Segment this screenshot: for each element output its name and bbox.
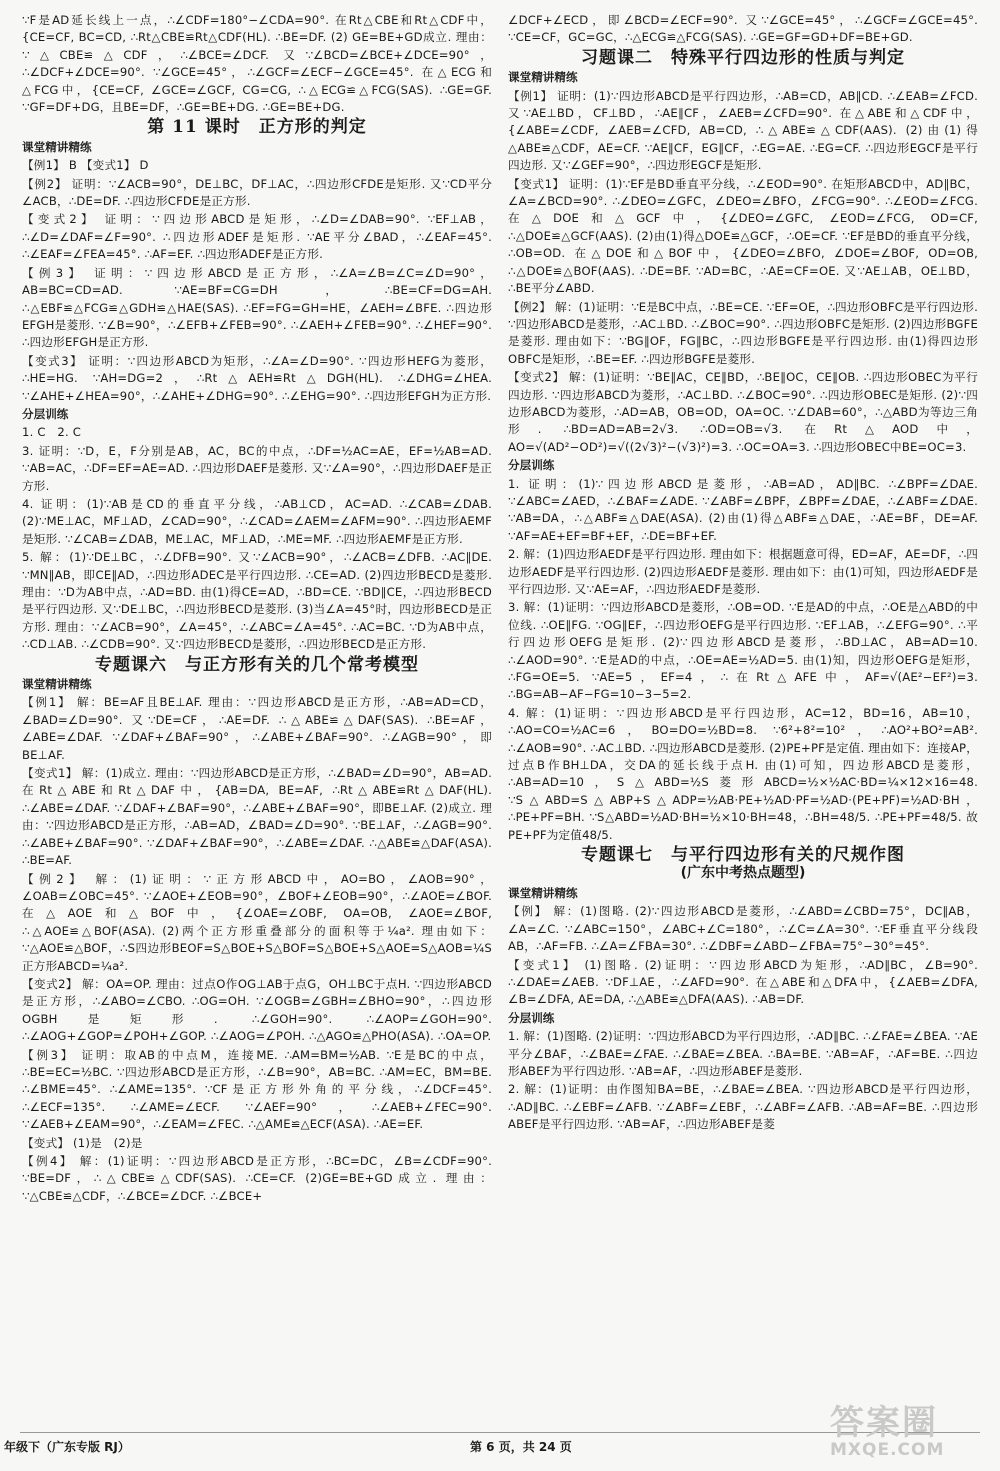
answer-paragraph: 【例1】 B 【变式1】 D: [22, 158, 149, 173]
section-label: 课堂精讲精练: [22, 677, 92, 692]
answer-paragraph: 【例2】 解：(1)证明：∵正方形ABCD中，AO=BO，∠AOB=90°，∠OAB=∠OBC=45°. ∵∠AOE+∠EOB=90°，∠BOF+∠EOB=90°，∴∠AOE=∠BOF. 在△AOE和△BOF中，{∠OAE=∠OBF, OA=OB, ∠AOE=∠BOF, ∴△AOE≌△BOF(ASA). (2)两个正方形重叠部分的面积等于¼a². 理由如下：∵△AOE≌△BOF，∴S四边形BEOF=S△BOE+S△BOF=S△BOE+S△AOE=S△AOB=¼S正方形ABCD=¼a².: [22, 871, 492, 973]
section-title: 专题课七 与平行四边形有关的尺规作图: [581, 845, 905, 866]
answer-paragraph: 【变式1】 证明：(1)∵EF是BD垂直平分线，∴∠EOD=90°. 在矩形ABCD中，AD∥BC，∠A=∠BCD=90°. ∴∠DEO=∠GFC，∠DEO=∠BFO，∠FCG=90°. ∴∠EOD=∠FCG. 在△DOE和△GCF中，{∠DEO=∠GFC, ∠EOD=∠FCG, OD=CF, ∴△DOE≌△GCF(AAS). (2)由(1)得△DOE≌△GCF，∴OE=CF. ∵EF是BD的垂直平分线，∴OB=OD. 在△DOE和△BOF中，{∠DEO=∠BFO, ∠DOE=∠BOF, OD=OB, ∴△DOE≌△BOF(AAS). ∴DE=BF. ∵AD=BC，∴AE=CF=OE. 又∵AE⊥AB，OE⊥BD，∴BE平分∠ABD.: [508, 176, 978, 296]
footer-grade-label: 年级下（广东专版 RJ）: [4, 1440, 130, 1454]
answer-paragraph: ∠DCF+∠ECD，即∠BCD=∠ECF=90°. 又∵∠GCE=45°，∴∠GCF=∠GCE=45°. ∵CE=CF，GC=GC，∴△ECG≌△FCG(SAS). ∴GE=GF=GD+DF=BE+GD.: [508, 13, 978, 45]
watermark-logo: [830, 1395, 990, 1463]
answer-paragraph: 【例2】 解：(1)证明：∵E是BC中点，∴BE=CE. ∵EF=OE，∴四边形OBFC是平行四边形. ∵四边形ABCD是菱形，∴AC⊥BD. ∴∠BOC=90°. ∴四边形OBFC是矩形. (2)四边形BGFE是菱形. 理由如下：∵BG∥OF，FG∥BC，∴四边形BGFE是平行四边形. 由(1)得四边形OBFC是矩形，∴BE=EF. ∴四边形BGFE是菱形.: [508, 299, 978, 366]
answer-paragraph: 【例4】 解：(1)证明：∵四边形ABCD是正方形，∴BC=DC，∠B=∠CDF=90°. ∵BE=DF，∴△CBE≌△CDF(SAS). ∴CE=CF. (2)GE=BE+GD成立. 理由：∵△CBE≌△CDF，∴∠BCE=∠DCF. ∴∠BCE+: [22, 1154, 492, 1203]
answer-paragraph: 2. 解：(1)证明：由作图知BA=BE，∴∠BAE=∠BEA. ∵四边形ABCD是平行四边形，∴AD∥BC. ∴∠EBF=∠AFB. ∵∠ABF=∠EBF，∴∠ABF=∠AFB. ∴AB=AF=BE. ∴四边形ABEF是平行四边形. ∵AB=AF，∴四边形ABEF是菱: [508, 1082, 978, 1132]
watermark-url-text: MXQE.COM: [830, 1440, 945, 1460]
section-label: 分层训练: [508, 458, 555, 473]
answer-paragraph: 3. 证明：∵D，E，F分别是AB，AC，BC的中点，∴DF=½AC=AE，EF=½AB=AD. ∵AB=AC，∴DF=EF=AE=AD. ∴四边形DAEF是菱形. 又∵∠A=90°，∴四边形DAEF是正方形.: [22, 443, 492, 493]
answer-paragraph: 【变式2】 解：(1)证明：∵BE∥AC，CE∥BD，∴BE∥OC，CE∥OB. ∴四边形OBEC为平行四边形. ∵四边形ABCD为菱形，∴AC⊥BD. ∴∠BOC=90°. ∴四边形OBEC是矩形. (2)∵四边形ABCD为菱形，∴AD=AB，OB=OD，OA=OC. ∵∠DAB=60°，∴△ABD为等边三角形. ∴BD=AD=AB=2√3. ∴OD=OB=√3. 在Rt△AOD中，AO=√(AD²−OD²)=√((2√3)²−(√3)²)=3. ∴OC=OA=3. ∴四边形OBEC中BE=OC=3.: [508, 370, 978, 454]
answer-paragraph: 【变式1】 (1)图略. (2)证明：∵四边形ABCD为矩形，∴AD∥BC，∠B=90°. ∴∠DAE=∠AEB. ∵DF⊥AE，∴∠AFD=90°. 在△ABE和△DFA中，{∠AEB=∠DFA, ∠B=∠DFA, AE=DA, ∴△ABE≌△DFA(AAS). ∴AB=DF.: [508, 957, 978, 1007]
section-label: 课堂精讲精练: [22, 139, 92, 154]
answer-paragraph: 5. 解：(1)∵DE⊥BC，∴∠DFB=90°. 又∵∠ACB=90°，∴∠ACB=∠DFB. ∴AC∥DE. ∵MN∥AB，即CE∥AD，∴四边形ADEC是平行四边形. ∴CE=AD. (2)四边形BECD是菱形. 理由：∵D为AB中点，∴AD=BD. 由(1)得CE=AD，∴BD=CE. ∵BD∥CE，∴四边形BECD是平行四边形. 又∵DE⊥BC，∴四边形BECD是菱形. (3)当∠A=45°时，四边形BECD是正方形. 理由：∵∠ACB=90°，∠A=45°，∴∠ABC=∠A=45°. ∴AC=BC. ∵D为AB中点，∴CD⊥AB. ∴∠CDB=90°. 又∵四边形BECD是菱形，∴四边形BECD是正方形.: [22, 550, 492, 652]
answer-paragraph: 4. 证明：(1)∵AB是CD的垂直平分线，∴AB⊥CD，AC=AD. ∴∠CAB=∠DAB. (2)∵ME⊥AC，MF⊥AD，∠CAD=90°，∴∠CAD=∠AEM=∠AFM=90°. ∴四边形AEMF是矩形. ∵∠CAB=∠DAB，ME⊥AC，MF⊥AD，∴ME=MF. ∴四边形AEMF是正方形.: [22, 496, 492, 546]
answer-paragraph: 2. 解：(1)四边形AEDF是平行四边形. 理由如下：根据题意可得，ED=AF，AE=DF，∴四边形AEDF是平行四边形. (2)四边形AEDF是菱形. 理由如下：由(1)可知，四边形AEDF是平行四边形. 又∵AE=AF，∴四边形AEDF是菱形.: [508, 547, 978, 596]
section-label: 分层训练: [508, 1010, 555, 1025]
answer-paragraph: 1. C 2. C: [22, 425, 82, 440]
answer-paragraph: 3. 解：(1)证明：∵四边形ABCD是菱形，∴OB=OD. ∵E是AD的中点，∴OE是△ABD的中位线. ∴OE∥FG. ∵OG∥EF，∴四边形OEFG是平行四边形. ∵EF⊥AB，∴∠EFG=90°. ∴平行四边形OEFG是矩形. (2)∵四边形ABCD是菱形，∴BD⊥AC，AB=AD=10. ∴∠AOD=90°. ∵E是AD的中点，∴OE=AE=½AD=5. 由(1)知，四边形OEFG是矩形，∴FG=OE=5. ∵AE=5，EF=4，∴在Rt△AFE中，AF=√(AE²−EF²)=3. ∴BG=AB−AF−FG=10−3−5=2.: [508, 600, 978, 702]
section-label: 课堂精讲精练: [508, 70, 578, 85]
answer-paragraph: 【变式2】 证明：∵四边形ABCD是矩形，∴∠D=∠DAB=90°. ∵EF⊥AB，∴∠D=∠DAF=∠F=90°. ∴四边形ADEF是矩形. ∵AE平分∠BAD，∴∠EAF=45°. ∴∠EAF=∠FEA=45°. ∴AF=EF. ∴四边形ADEF是正方形.: [22, 212, 492, 262]
section-title: 专题课六 与正方形有关的几个常考模型: [95, 654, 419, 675]
section-title: 习题课二 特殊平行四边形的性质与判定: [581, 47, 905, 68]
section-subtitle: (广东中考热点题型): [680, 864, 806, 881]
answer-paragraph: 【例2】 证明：∵∠ACB=90°，DE⊥BC，DF⊥AC，∴四边形CFDE是矩形. 又∵CD平分∠ACB，∴DE=DF. ∴四边形CFDE是正方形.: [22, 176, 492, 209]
answer-paragraph: 【例3】 证明：∵四边形ABCD是正方形，∴∠A=∠B=∠C=∠D=90°，AB=BC=CD=AD. ∵AE=BF=CG=DH，∴BE=CF=DG=AH. ∴△EBF≌△FCG≌△GDH≌△HAE(SAS). ∴EF=FG=GH=HE，∠AEH=∠BFE. ∴四边形EFGH是菱形. ∵∠B=90°，∴∠EFB+∠FEB=90°. ∴∠AEH+∠FEB=90°. ∴∠HEF=90°. ∴四边形EFGH是正方形.: [22, 265, 492, 350]
section-title: 第 11 课时 正方形的判定: [147, 117, 367, 138]
answer-paragraph: 【变式2】 解：OA=OP. 理由：过点O作OG⊥AB于点G，OH⊥BC于点H. ∵四边形ABCD是正方形，∴∠ABO=∠CBO. ∴OG=OH. ∵∠OGB=∠GBH=∠BHO=90°，∴四边形OGBH是矩形. ∴∠GOH=90°. ∴∠AOP=∠GOH=90°. ∴∠AOG+∠GOP=∠POH+∠GOP. ∴∠AOG=∠POH. ∴△AGO≌△PHO(ASA). ∴OA=OP.: [22, 976, 492, 1044]
answer-paragraph: 【例1】 解：BE=AF且BE⊥AF. 理由：∵四边形ABCD是正方形，∴AB=AD=CD，∠BAD=∠D=90°. 又∵DE=CF，∴AE=DF. ∴△ABE≌△DAF(SAS). ∴BE=AF，∠ABE=∠DAF. ∵∠DAF+∠BAF=90°，∴∠ABE+∠BAF=90°. ∴∠AGB=90°，即BE⊥AF.: [22, 695, 492, 762]
footer-page-number: 第 6 页，共 24 页: [470, 1440, 572, 1454]
answer-paragraph: ∵F是AD延长线上一点，∴∠CDF=180°−∠CDA=90°. 在Rt△CBE和Rt△CDF中，{CE=CF, BC=CD, ∴Rt△CBE≌Rt△CDF(HL). ∴BE=DF. (2) GE=BE+GD成立. 理由：∵△CBE≌△CDF，∴∠BCE=∠DCF. 又∵∠BCD=∠BCE+∠DCE=90°，∴∠DCF+∠DCE=90°. ∵∠GCE=45°，∴∠GCF=∠ECF−∠GCE=45°. 在△ECG和△FCG中，{CE=CF, ∠GCE=∠GCF, CG=CG, ∴△ECG≌△FCG(SAS). ∴GE=GF. ∵GF=DF+DG，且BE=DF，∴GE=BE+DG. ∴GE=BE+DG.: [22, 13, 492, 115]
answer-paragraph: 4. 解：(1)证明：∵四边形ABCD是平行四边形，AC=12，BD=16，AB=10，∴AO=CO=½AC=6，BO=DO=½BD=8. ∵6²+8²=10²，∴AO²+BO²=AB². ∴∠AOB=90°. ∴AC⊥BD. ∴四边形ABCD是菱形. (2)PE+PF是定值. 理由如下：连接AP，过点B作BH⊥DA，交DA的延长线于点H. 由(1)可知，四边形ABCD是菱形，∴AB=AD=10，S△ABD=½S菱形ABCD=½×½AC·BD=¼×12×16=48. ∵S△ABD=S△ABP+S△ADP=½AB·PE+½AD·PF=½AD·(PE+PF)=½AD·BH，∴PE+PF=BH. ∵S△ABD=½AD·BH=½×10·BH=48，∴BH=48/5. ∴PE+PF=48/5. 故PE+PF为定值48/5.: [508, 705, 978, 842]
right-column: [508, 12, 978, 1135]
answer-paragraph: 【例1】 证明：(1)∵四边形ABCD是平行四边形，∴AB=CD，AB∥CD. ∴∠EAB=∠FCD. 又∵AE⊥BD，CF⊥BD，∴AE∥CF，∠AEB=∠CFD=90°. 在△ABE和△CDF中，{∠ABE=∠CDF, ∠AEB=∠CFD, AB=CD, ∴△ABE≌△CDF(AAS). (2)由(1)得△ABE≌△CDF，AE=CF. ∵AE∥CF，EG∥CF，∴EG=AE. ∴EG=CF. ∴四边形EGCF是平行四边形. 又∵∠GEF=90°，∴四边形EGCF是矩形.: [508, 88, 978, 173]
answer-paragraph: 【变式1】 解：(1)成立. 理由：∵四边形ABCD是正方形，∴∠BAD=∠D=90°，AB=AD. 在Rt△ABE和Rt△DAF中，{AB=DA, BE=AF, ∴Rt△ABE≌Rt△DAF(HL). ∴∠ABE=∠DAF. ∵∠DAF+∠BAF=90°，∴∠ABE+∠BAF=90°，即BE⊥AF. (2)成立. 理由：∵四边形ABCD是正方形，∴AB=AD，∠BAD=∠D=90°. ∵BE⊥AF，∴∠AGB=90°. ∴∠ABE+∠BAF=90°. ∵∠DAF+∠BAF=90°，∴∠ABE=∠DAF. ∴△ABE≌△DAF(ASA). ∴BE=AF.: [22, 766, 492, 868]
answer-paragraph: 【变式3】 证明：∵四边形ABCD为矩形，∴∠A=∠D=90°. ∵四边形HEFG为菱形，∴HE=HG. ∵AH=DG=2，∴Rt△AEH≌Rt△DGH(HL). ∴∠DHG=∠HEA. ∵∠AHE+∠HEA=90°，∴∠AHE+∠DHG=90°. ∴∠EHG=90°. ∴四边形EFGH为正方形.: [22, 353, 492, 403]
left-column: [22, 12, 492, 1206]
section-label: 分层训练: [22, 406, 69, 421]
answer-paragraph: 1. 解：(1)图略. (2)证明：∵四边形ABCD为平行四边形，∴AD∥BC. ∴∠FAE=∠BEA. ∵AE平分∠BAF，∴∠BAE=∠FAE. ∴∠BAE=∠BEA. ∴BA=BE. ∵AB=AF，∴AF=BE. ∴四边形ABEF为平行四边形. ∵AB=AF，∴四边形ABEF是菱形.: [508, 1029, 978, 1078]
section-label: 课堂精讲精练: [508, 885, 578, 900]
watermark-main-text: 答案圈: [830, 1403, 938, 1443]
answer-paragraph: 【变式】 (1)是 (2)是: [22, 1135, 143, 1150]
answer-paragraph: 【例3】 证明：取AB的中点M，连接ME. ∴AM=BM=½AB. ∵E是BC的中点，∴BE=EC=½BC. ∵四边形ABCD是正方形，∴∠B=90°，AB=BC. ∴AM=EC，BM=BE. ∴∠BME=45°. ∴∠AME=135°. ∵CF是正方形外角的平分线，∴∠DCF=45°. ∴∠ECF=135°. ∴∠AME=∠ECF. ∵∠AEF=90°，∴∠AEB+∠FEC=90°. ∵∠AEB+∠EAM=90°，∴∠EAM=∠FEC. ∴△AME≌△ECF(ASA). ∴AE=EF.: [22, 1047, 492, 1132]
answer-paragraph: 1. 证明：(1)∵四边形ABCD是菱形，∴AB=AD，AD∥BC. ∴∠BPF=∠DAE. ∵∠ABC=∠AED，∴∠BAF=∠ADE. ∵∠ABF=∠BPF，∠BPF=∠DAE，∴∠ABF=∠DAE. ∵AB=DA，∴△ABF≌△DAE(ASA). (2)由(1)得△ABF≌△DAE，∴AE=BF，DE=AF. ∵AF=AE+EF=BF+EF，∴DE=BF+EF.: [508, 476, 978, 543]
answer-paragraph: 【例】 解：(1)图略. (2)∵四边形ABCD是菱形，∴∠ABD=∠CBD=75°，DC∥AB，∠A=∠C. ∵∠ABC=150°，∠ABC+∠C=180°，∴∠C=∠A=30°. ∵EF垂直平分线段AB，∴AF=FB. ∴∠A=∠FBA=30°. ∴∠DBF=∠ABD−∠FBA=75°−30°=45°.: [508, 904, 978, 954]
